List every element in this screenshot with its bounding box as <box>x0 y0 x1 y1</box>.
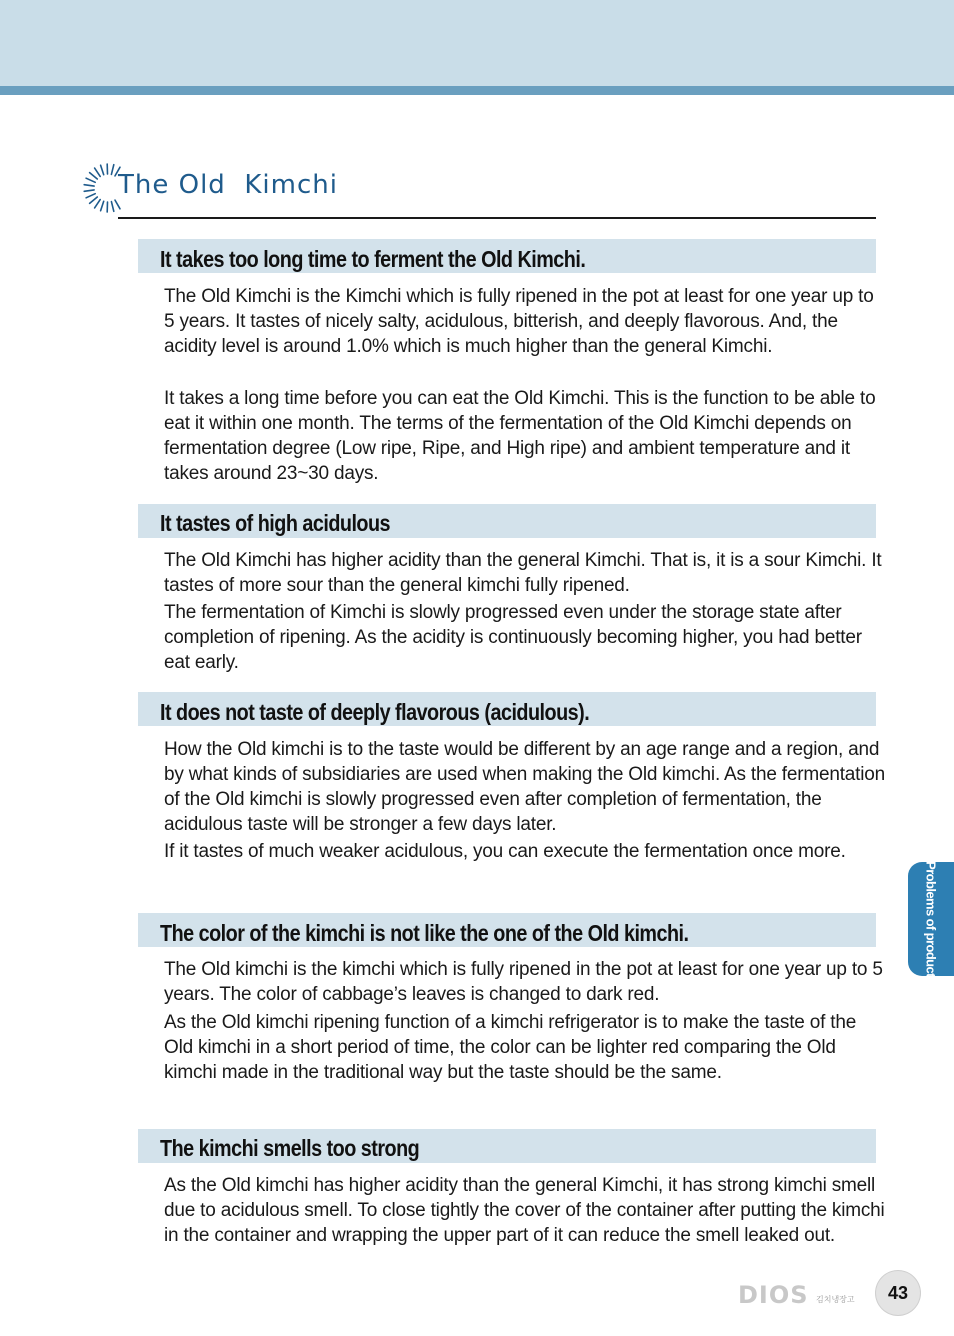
page-number: 43 <box>876 1271 920 1315</box>
side-tab-problems[interactable] <box>908 862 954 976</box>
page-title: The Old Kimchi <box>118 170 338 200</box>
side-tab-label: Problems of product <box>923 861 939 977</box>
header-band <box>0 0 954 86</box>
section-paragraph: How the Old kimchi is to the taste would be different by an age range and a region, and by what kinds of subsidiaries are used when making the Old kimchi. As the fermentation of the Old kimchi is slowly progressed even after completion of fermentation, the acidulous taste will be stronger a few days later. <box>164 739 886 835</box>
section-paragraph: If it tastes of much weaker acidulous, you can execute the fermentation once more. <box>164 841 846 862</box>
section-paragraph: As the Old kimchi ripening function of a kimchi refrigerator is to make the taste of the Old kimchi in a short period of time, the color can be lighter red comparing the Old kimchi made in the traditional way but the taste should be the same. <box>164 1012 857 1083</box>
section-paragraph: The fermentation of Kimchi is slowly progressed even under the storage state after completion of ripening. As the acidity is continuously becoming higher, you had better eat early. <box>164 602 862 673</box>
section-heading: The kimchi smells too strong <box>160 1135 420 1161</box>
brand-logo: DIOS <box>738 1281 809 1309</box>
section-paragraph: The Old kimchi is the kimchi which is fully ripened in the pot at least for one year up to 5 years. The color of cabbage’s leaves is changed to dark red. <box>164 959 883 1005</box>
title-divider <box>118 217 876 219</box>
brand-subtitle: 김치냉장고 <box>816 1295 855 1304</box>
section-paragraph: As the Old kimchi has higher acidity than the general Kimchi, it has strong kimchi smell due to acidulous smell. To close tightly the cover of the container after putting the kimchi in the container and wrapping the upper part of it can reduce the smell leaked out. <box>164 1175 885 1246</box>
section-paragraph: The Old Kimchi has higher acidity than the general Kimchi. That is, it is a sour Kimchi. It tastes of more sour than the general kimchi fully ripened. <box>164 550 882 596</box>
header-stripe <box>0 86 954 95</box>
section-heading: The color of the kimchi is not like the one of the Old kimchi. <box>160 920 689 946</box>
section-heading: It tastes of high acidulous <box>160 510 391 536</box>
section-heading: It takes too long time to ferment the Old Kimchi. <box>160 246 586 272</box>
section-paragraph: It takes a long time before you can eat the Old Kimchi. This is the function to be able to eat it within one month. The terms of the fermentation of the Old Kimchi depends on fermentation degree (Low ripe, Ripe, and High ripe) and ambient temperature and it takes around 23~30 days. <box>164 388 876 484</box>
section-heading: It does not taste of deeply flavorous (acidulous). <box>160 699 590 725</box>
section-paragraph: The Old Kimchi is the Kimchi which is fully ripened in the pot at least for one year up to 5 years. It tastes of nicely salty, acidulous, bitterish, and deeply flavorous. And, the acidity level is around 1.0% which is much higher than the general Kimchi. <box>164 286 874 357</box>
